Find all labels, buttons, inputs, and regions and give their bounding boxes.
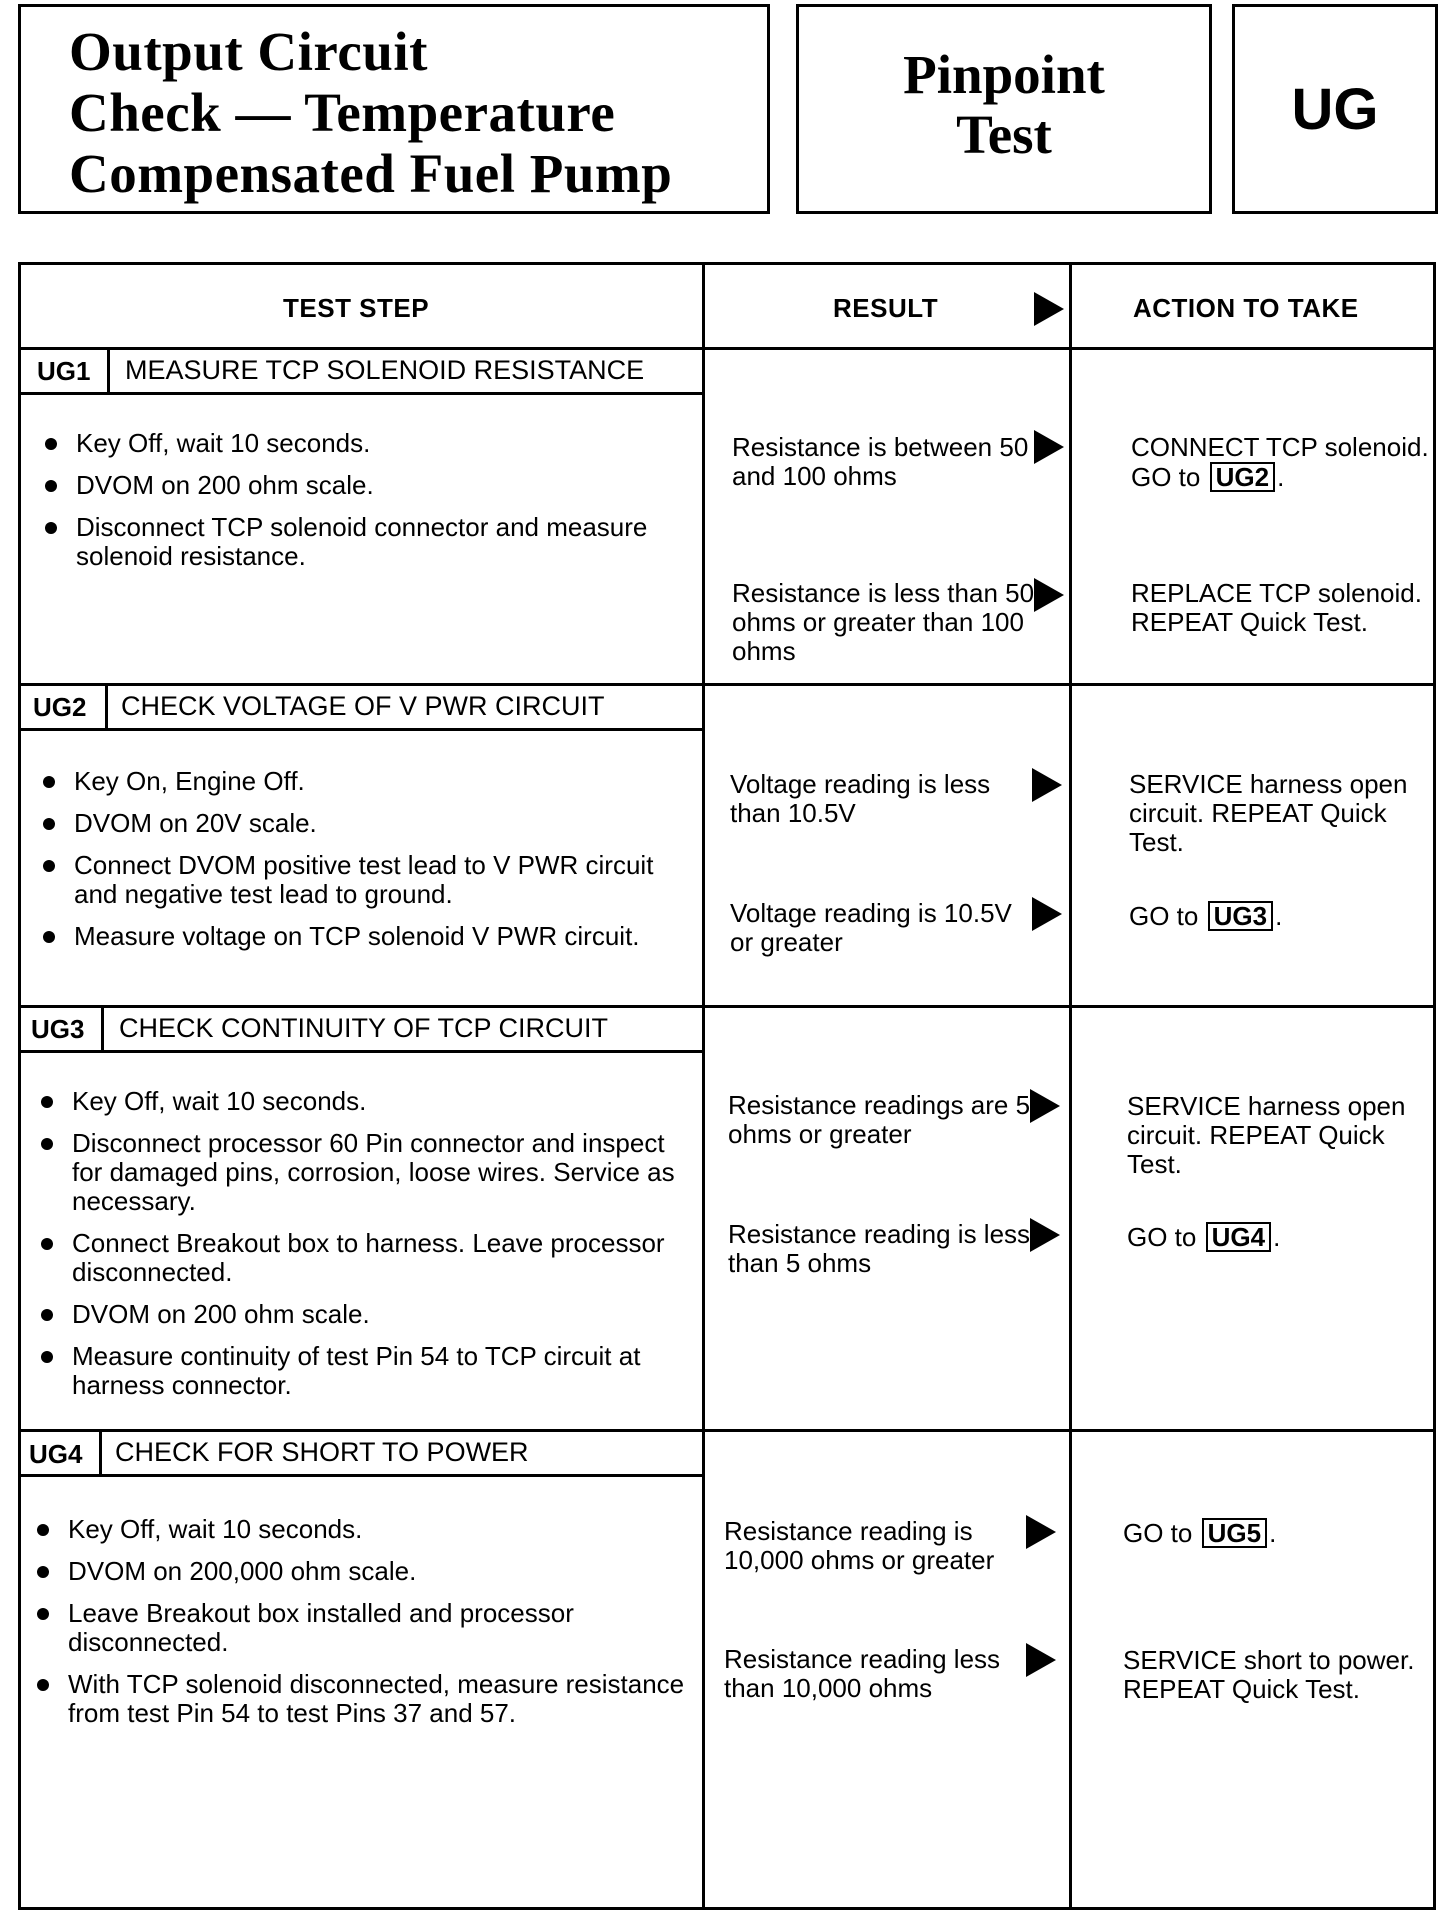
title-line-1: Output Circuit	[69, 21, 428, 82]
step-bullets-ug2	[41, 767, 686, 964]
step-bullets-ug4	[35, 1515, 685, 1741]
bullet: Key Off, wait 10 seconds.	[39, 1087, 687, 1116]
action-text: CONNECT TCP solenoid. GO to	[1131, 432, 1429, 492]
bullet: Disconnect TCP solenoid connector and measure solenoid resistance.	[43, 513, 683, 571]
bullet: Connect DVOM positive test lead to V PWR circuit and negative test lead to ground.	[41, 851, 686, 909]
action-end: .	[1275, 901, 1283, 931]
step-title-divider	[21, 1050, 702, 1053]
step-title-divider	[21, 1474, 702, 1477]
step-title-ug4: CHECK FOR SHORT TO POWER	[115, 1437, 529, 1467]
pinpoint-table	[18, 262, 1436, 1910]
action-ug2-1: SERVICE harness open circuit. REPEAT Quick Test.	[1129, 769, 1408, 857]
result-ug4-1: Resistance reading is 10,000 ohms or greater	[724, 1516, 995, 1575]
action-text: GO to	[1129, 901, 1199, 931]
result-ug1-2: Resistance is less than 50 ohms or greater than 100 ohms	[732, 578, 1035, 666]
action-text: GO to	[1127, 1222, 1197, 1252]
action-text: GO to	[1123, 1518, 1193, 1548]
action-ug3-2	[1127, 1222, 1427, 1252]
step-label-divider	[101, 1005, 104, 1051]
step-ref-ug5[interactable]: UG5	[1202, 1518, 1267, 1548]
header-action: ACTION TO TAKE	[1133, 293, 1359, 323]
step-ref-ug2[interactable]: UG2	[1210, 462, 1275, 492]
step-bullets-ug1	[43, 429, 683, 584]
arrow-icon	[1026, 1515, 1056, 1549]
step-code-ug4: UG4	[29, 1439, 83, 1469]
step-label-divider	[105, 683, 108, 729]
step-divider	[21, 683, 1433, 686]
action-end: .	[1273, 1222, 1281, 1252]
step-bullets-ug3	[39, 1087, 687, 1413]
bullet: DVOM on 200 ohm scale.	[43, 471, 683, 500]
title-line-3: Compensated Fuel Pump	[69, 143, 673, 204]
arrow-icon	[1034, 430, 1064, 464]
bullet: DVOM on 200 ohm scale.	[39, 1300, 687, 1329]
action-end: .	[1269, 1518, 1277, 1548]
action-ug1-2: REPLACE TCP solenoid. REPEAT Quick Test.	[1131, 578, 1422, 637]
action-ug2-2	[1129, 901, 1429, 931]
bullet: Leave Breakout box installed and processor disconnected.	[35, 1599, 685, 1657]
step-code-ug3: UG3	[31, 1014, 85, 1044]
arrow-icon	[1030, 1089, 1060, 1123]
result-ug3-2: Resistance reading is less than 5 ohms	[728, 1219, 1031, 1278]
step-title-ug1: MEASURE TCP SOLENOID RESISTANCE	[125, 355, 645, 385]
column-divider-action	[1069, 265, 1072, 1907]
step-code-ug1: UG1	[37, 356, 91, 386]
result-ug1-1: Resistance is between 50 and 100 ohms	[732, 432, 1029, 491]
result-ug4-2: Resistance reading less than 10,000 ohms	[724, 1644, 1001, 1703]
step-divider	[21, 1005, 1433, 1008]
result-ug2-2: Voltage reading is 10.5V or greater	[730, 898, 1012, 957]
result-ug2-1: Voltage reading is less than 10.5V	[730, 769, 991, 828]
step-ref-ug3[interactable]: UG3	[1208, 901, 1273, 931]
step-ref-ug4[interactable]: UG4	[1206, 1222, 1271, 1252]
arrow-icon	[1030, 1218, 1060, 1252]
action-ug4-1	[1123, 1518, 1423, 1548]
action-ug4-2: SERVICE short to power. REPEAT Quick Test.	[1123, 1645, 1415, 1704]
step-code-ug2: UG2	[33, 692, 87, 722]
pinpoint-test-box	[796, 4, 1212, 214]
header-divider	[21, 347, 1433, 350]
bullet: Disconnect processor 60 Pin connector and inspect for damaged pins, corrosion, loose wires. Service as necessary.	[39, 1129, 687, 1216]
test-code-box	[1232, 4, 1438, 214]
step-title-ug2: CHECK VOLTAGE OF V PWR CIRCUIT	[121, 691, 605, 721]
test-code: UG	[1291, 76, 1379, 142]
step-title-divider	[21, 392, 702, 395]
title-box	[18, 4, 770, 214]
action-ug3-1: SERVICE harness open circuit. REPEAT Quick Test.	[1127, 1091, 1406, 1179]
step-label-divider	[99, 1429, 102, 1475]
bullet: Measure voltage on TCP solenoid V PWR circuit.	[41, 922, 686, 951]
pinpoint-line-1: Pinpoint	[903, 44, 1105, 105]
step-title-divider	[21, 728, 702, 731]
bullet: Connect Breakout box to harness. Leave processor disconnected.	[39, 1229, 687, 1287]
action-end: .	[1277, 462, 1285, 492]
header-result: RESULT	[833, 293, 939, 323]
arrow-icon	[1026, 1643, 1056, 1677]
step-label-divider	[107, 347, 110, 393]
title-line-2: Check — Temperature	[69, 82, 616, 143]
pinpoint-line-2: Test	[956, 104, 1052, 165]
column-divider-result	[702, 265, 705, 1907]
header-arrow-icon	[1034, 292, 1064, 326]
result-ug3-1: Resistance readings are 5 ohms or greater	[728, 1090, 1031, 1149]
bullet: Key Off, wait 10 seconds.	[43, 429, 683, 458]
action-ug1-1	[1131, 433, 1431, 492]
header-test-step: TEST STEP	[283, 293, 430, 323]
arrow-icon	[1034, 578, 1064, 612]
arrow-icon	[1032, 768, 1062, 802]
step-title-ug3: CHECK CONTINUITY OF TCP CIRCUIT	[119, 1013, 609, 1043]
bullet: DVOM on 20V scale.	[41, 809, 686, 838]
arrow-icon	[1032, 897, 1062, 931]
bullet: Measure continuity of test Pin 54 to TCP circuit at harness connector.	[39, 1342, 687, 1400]
step-divider	[21, 1429, 1433, 1432]
bullet: Key Off, wait 10 seconds.	[35, 1515, 685, 1544]
bullet: DVOM on 200,000 ohm scale.	[35, 1557, 685, 1586]
bullet: Key On, Engine Off.	[41, 767, 686, 796]
bullet: With TCP solenoid disconnected, measure resistance from test Pin 54 to test Pins 37 and 57.	[35, 1670, 685, 1728]
